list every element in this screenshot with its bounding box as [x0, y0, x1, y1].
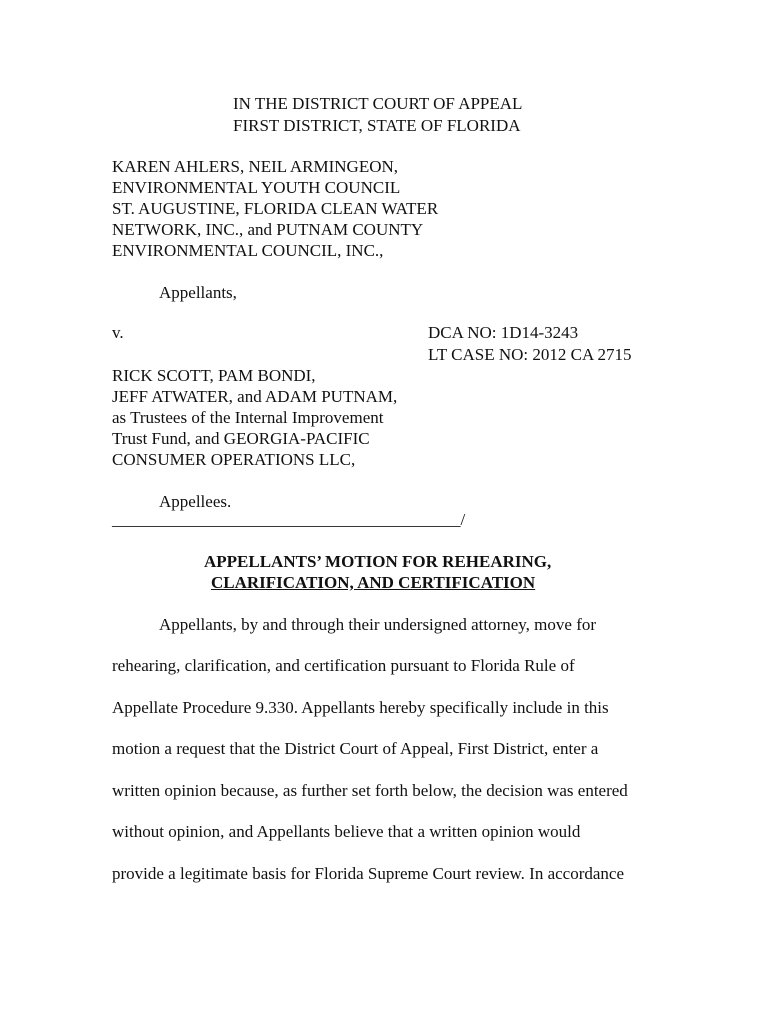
appellees-line: as Trustees of the Internal Improvement — [112, 408, 384, 427]
court-heading-line-2: FIRST DISTRICT, STATE OF FLORIDA — [233, 116, 521, 135]
body-line: written opinion because, as further set forth below, the decision was entered — [112, 781, 628, 800]
appellees-line: CONSUMER OPERATIONS LLC, — [112, 450, 356, 469]
body-line: Appellants, by and through their undersigned attorney, move for — [159, 615, 597, 634]
caption-rule: _________________________________________/ — [112, 510, 466, 529]
court-heading-line-1: IN THE DISTRICT COURT OF APPEAL — [233, 94, 523, 113]
motion-title-line-1: APPELLANTS’ MOTION FOR REHEARING, — [204, 552, 552, 571]
versus-label: v. — [112, 323, 124, 342]
body-line: provide a legitimate basis for Florida Supreme Court review. In accordance — [112, 864, 625, 883]
appellants-role: Appellants, — [159, 283, 237, 302]
appellants-line: ENVIRONMENTAL YOUTH COUNCIL — [112, 178, 401, 197]
appellants-line: NETWORK, INC., and PUTNAM COUNTY — [112, 220, 424, 239]
appellees-line: JEFF ATWATER, and ADAM PUTNAM, — [112, 387, 398, 406]
appellees-line: RICK SCOTT, PAM BONDI, — [112, 366, 316, 385]
body-line: without opinion, and Appellants believe that a written opinion would — [112, 822, 581, 841]
motion-title-line-2: CLARIFICATION, AND CERTIFICATION — [211, 573, 536, 592]
appellees-line: Trust Fund, and GEORGIA-PACIFIC — [112, 429, 370, 448]
body-line: motion a request that the District Court of Appeal, First District, enter a — [112, 739, 599, 758]
body-line: rehearing, clarification, and certification pursuant to Florida Rule of — [112, 656, 575, 675]
body-line: Appellate Procedure 9.330. Appellants hereby specifically include in this — [112, 698, 609, 717]
appellees-role: Appellees. — [159, 492, 232, 511]
lt-case-number: LT CASE NO: 2012 CA 2715 — [428, 345, 632, 364]
appellants-line: ENVIRONMENTAL COUNCIL, INC., — [112, 241, 384, 260]
appellants-line: KAREN AHLERS, NEIL ARMINGEON, — [112, 157, 399, 176]
dca-case-number: DCA NO: 1D14-3243 — [428, 323, 579, 342]
appellants-line: ST. AUGUSTINE, FLORIDA CLEAN WATER — [112, 199, 439, 218]
